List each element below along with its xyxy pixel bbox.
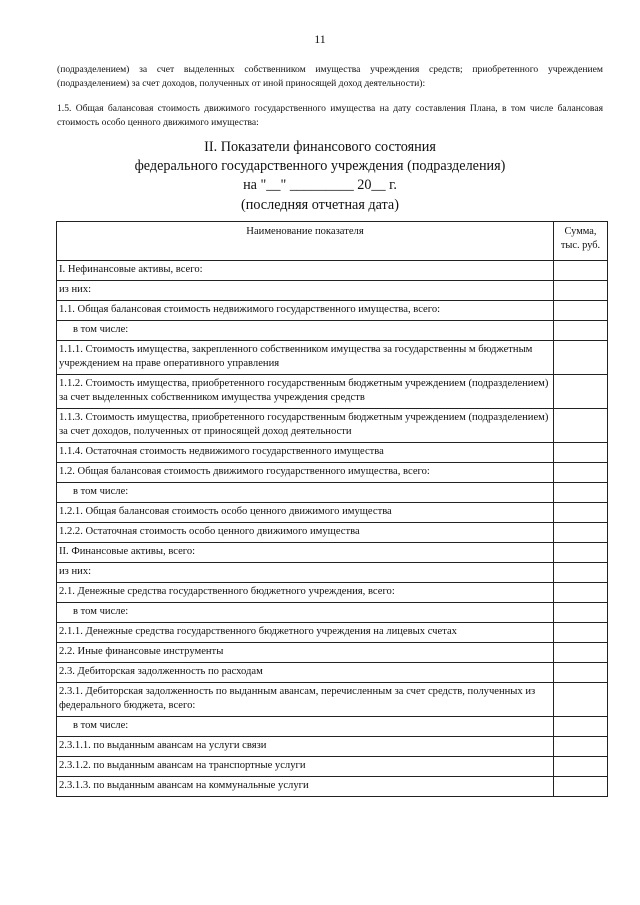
table-row <box>57 563 608 583</box>
row-sum-cell <box>554 777 608 797</box>
heading-line-1: II. Показатели финансового состояния <box>204 139 436 155</box>
row-label: I. Нефинансовые активы, всего: <box>57 261 554 281</box>
heading-line-3: на "__" _________ 20__ г. <box>243 177 397 194</box>
table-row <box>57 777 608 797</box>
table-header-row <box>57 222 608 261</box>
row-sum-cell <box>554 717 608 737</box>
table-row <box>57 643 608 663</box>
row-sum-cell <box>554 643 608 663</box>
row-label: 2.3.1.3. по выданным авансам на коммунальные услуги <box>57 777 554 797</box>
row-sum-cell <box>554 463 608 483</box>
row-label: 1.1.3. Стоимость имущества, приобретенного государственным бюджетным учреждением (подразделением) за счет доходов, полученных от приносящей доход деятельности <box>57 409 554 443</box>
row-label: из них: <box>57 281 554 301</box>
row-sum-cell <box>554 583 608 603</box>
row-label: 2.1. Денежные средства государственного бюджетного учреждения, всего: <box>57 583 554 603</box>
row-label: 2.2. Иные финансовые инструменты <box>57 643 554 663</box>
row-sum-cell <box>554 321 608 341</box>
table-row <box>57 281 608 301</box>
table-row <box>57 663 608 683</box>
heading-line-2: федерального государственного учреждения (подразделения) <box>134 158 506 175</box>
row-sum-cell <box>554 281 608 301</box>
row-label: в том числе: <box>57 717 554 737</box>
row-label: 1.2. Общая балансовая стоимость движимого государственного имущества, всего: <box>57 463 554 483</box>
table-row <box>57 463 608 483</box>
row-sum-cell <box>554 737 608 757</box>
row-sum-cell <box>554 503 608 523</box>
row-label: в том числе: <box>57 483 554 503</box>
row-label: 1.1. Общая балансовая стоимость недвижимого государственного имущества, всего: <box>57 301 554 321</box>
financial-indicators-table <box>56 221 608 797</box>
table-row <box>57 261 608 281</box>
table-row <box>57 409 608 443</box>
row-label: 2.3. Дебиторская задолженность по расходам <box>57 663 554 683</box>
column-header-name: Наименование показателя <box>57 222 554 261</box>
row-label: 2.3.1. Дебиторская задолженность по выданным авансам, перечисленным за счет средств, полученных из федерального бюджета, всего: <box>57 683 554 717</box>
row-label: 2.3.1.1. по выданным авансам на услуги связи <box>57 737 554 757</box>
table-row <box>57 375 608 409</box>
table-row <box>57 443 608 463</box>
table-row <box>57 321 608 341</box>
table-row <box>57 683 608 717</box>
table-row <box>57 483 608 503</box>
row-label: из них: <box>57 563 554 583</box>
paragraph-1-5: 1.5. Общая балансовая стоимость движимого государственного имущества на дату составления Плана, в том числе балансовая стоимость особо ценного движимого имущества: <box>57 103 603 128</box>
row-sum-cell <box>554 409 608 443</box>
table-row <box>57 503 608 523</box>
row-label: 1.1.2. Стоимость имущества, приобретенного государственным бюджетным учреждением (подразделением) за счет выделенных собственником имущества учреждения средств <box>57 375 554 409</box>
table-row <box>57 717 608 737</box>
section-heading <box>0 138 640 215</box>
row-sum-cell <box>554 375 608 409</box>
intro-paragraph: (подразделением) за счет выделенных собственником имущества учреждения средств; приобретенного учреждением (подразделением) за счет доходов, полученных от иной приносящей доход деятельности): <box>57 64 603 89</box>
table-row <box>57 301 608 321</box>
row-sum-cell <box>554 341 608 375</box>
table-row <box>57 757 608 777</box>
row-label: 1.1.4. Остаточная стоимость недвижимого государственного имущества <box>57 443 554 463</box>
row-label: 2.3.1.2. по выданным авансам на транспортные услуги <box>57 757 554 777</box>
table-row <box>57 623 608 643</box>
row-sum-cell <box>554 261 608 281</box>
row-sum-cell <box>554 683 608 717</box>
row-label: 1.2.2. Остаточная стоимость особо ценного движимого имущества <box>57 523 554 543</box>
table-row <box>57 523 608 543</box>
row-sum-cell <box>554 603 608 623</box>
table-row <box>57 737 608 757</box>
table-row <box>57 543 608 563</box>
row-label: 1.1.1. Стоимость имущества, закрепленного собственником имущества за государственны м бюджетным учреждением на праве оперативного управления <box>57 341 554 375</box>
row-label: II. Финансовые активы, всего: <box>57 543 554 563</box>
row-sum-cell <box>554 663 608 683</box>
row-sum-cell <box>554 543 608 563</box>
row-sum-cell <box>554 757 608 777</box>
page-number: 11 <box>314 32 326 46</box>
row-sum-cell <box>554 563 608 583</box>
row-sum-cell <box>554 443 608 463</box>
column-header-sum: Сумма, тыс. руб. <box>554 222 608 261</box>
heading-line-4: (последняя отчетная дата) <box>241 196 399 213</box>
row-sum-cell <box>554 623 608 643</box>
row-sum-cell <box>554 483 608 503</box>
row-label: 1.2.1. Общая балансовая стоимость особо ценного движимого имущества <box>57 503 554 523</box>
row-sum-cell <box>554 523 608 543</box>
row-label: в том числе: <box>57 603 554 623</box>
row-label: 2.1.1. Денежные средства государственного бюджетного учреждения на лицевых счетах <box>57 623 554 643</box>
table-row <box>57 603 608 623</box>
row-sum-cell <box>554 301 608 321</box>
table-row <box>57 583 608 603</box>
table-row <box>57 341 608 375</box>
row-label: в том числе: <box>57 321 554 341</box>
